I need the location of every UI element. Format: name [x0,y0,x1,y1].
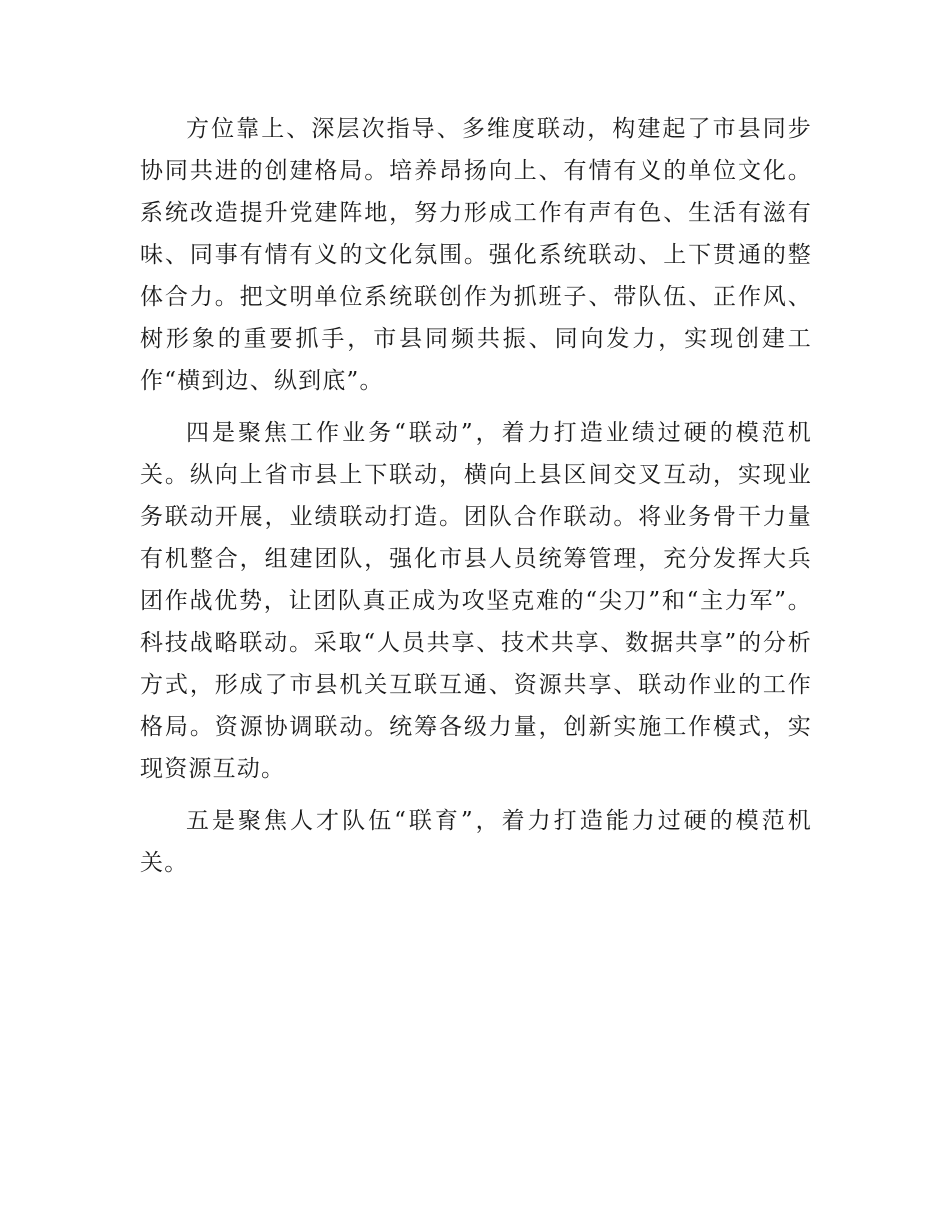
paragraph-business-linkage: 四是聚焦工作业务“联动”，着力打造业绩过硬的模范机关。纵向上省市县上下联动，横向上县区间交叉互动，实现业务联动开展，业绩联动打造。团队合作联动。将业务骨干力量有机整合，组建团队，强化市县人员统筹管理，充分发挥大兵团作战优势，让团队真正成为攻坚克难的“尖刀”和“主力军”。科技战略联动。采取“人员共享、技术共享、数据共享”的分析方式，形成了市县机关互联互通、资源共享、联动作业的工作格局。资源协调联动。统筹各级力量，创新实施工作模式，实现资源互动。 [140,420,812,782]
document-body [140,108,812,894]
paragraph-culture-linkage: 方位靠上、深层次指导、多维度联动，构建起了市县同步协同共进的创建格局。培养昂扬向上、有情有义的单位文化。系统改造提升党建阵地，努力形成工作有声有色、生活有滋有味、同事有情有义的文化氛围。强化系统联动、上下贯通的整体合力。把文明单位系统联创作为抓班子、带队伍、正作风、树形象的重要抓手，市县同频共振、同向发力，实现创建工作“横到边、纵到底”。 [140,116,812,394]
paragraph-talent-cultivation: 五是聚焦人才队伍“联育”，着力打造能力过硬的模范机关。 [140,808,812,876]
